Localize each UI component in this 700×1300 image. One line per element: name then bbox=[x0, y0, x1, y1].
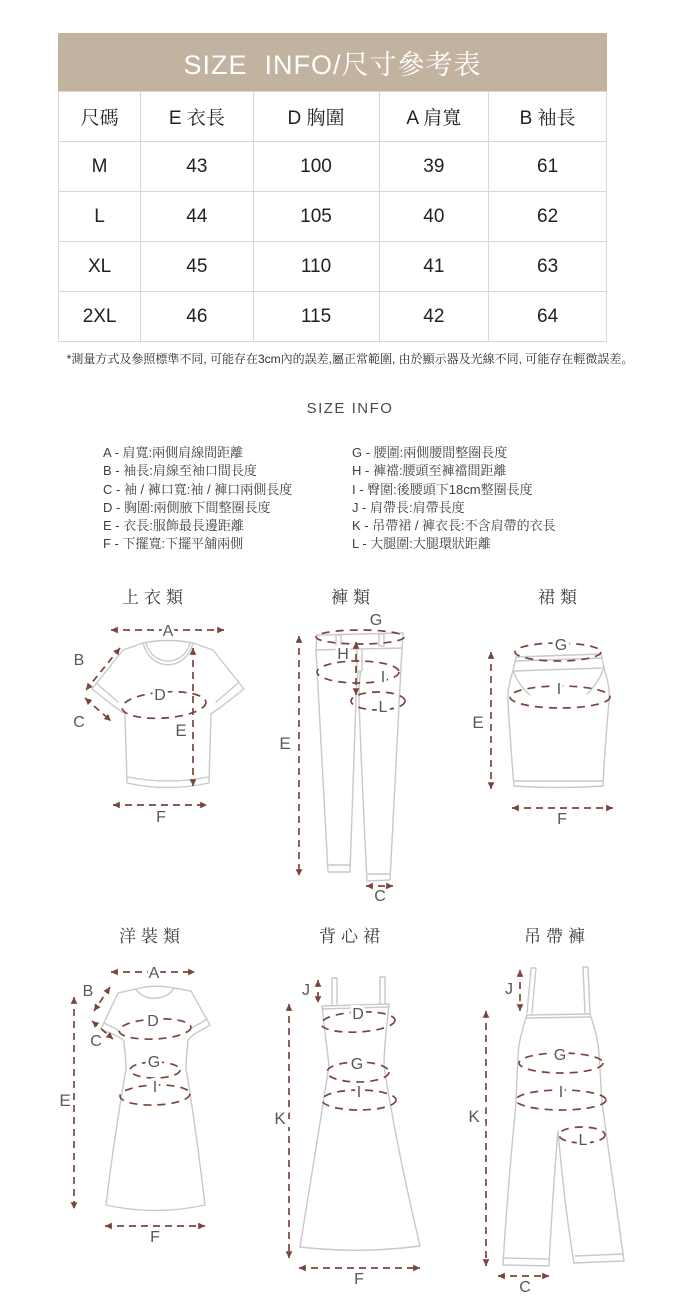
label-h: H bbox=[337, 646, 349, 663]
label-c: C bbox=[90, 1033, 102, 1050]
table-row bbox=[59, 242, 607, 292]
label-j: J bbox=[302, 982, 310, 999]
label-c: C bbox=[73, 714, 85, 731]
legend-item: E - 衣長:服飾最長邊距離 bbox=[103, 518, 244, 534]
legend-item: C - 袖 / 褲口寬:袖 / 褲口兩側長度 bbox=[103, 481, 293, 497]
pants-diagram bbox=[272, 608, 442, 908]
value-cell: 110 bbox=[253, 242, 379, 292]
label-e: E bbox=[59, 1091, 71, 1110]
label-l: L bbox=[578, 1132, 588, 1149]
label-g: G bbox=[147, 1054, 161, 1071]
value-cell: 41 bbox=[379, 242, 489, 292]
value-cell: 61 bbox=[489, 142, 607, 192]
label-f: F bbox=[150, 1229, 160, 1246]
table-row bbox=[59, 192, 607, 242]
diagram-title-overalls: 吊帶褲 bbox=[524, 927, 590, 946]
label-e: E bbox=[175, 721, 187, 740]
tshirt-outline bbox=[92, 641, 244, 788]
value-cell: 105 bbox=[253, 192, 379, 242]
label-d: D bbox=[352, 1006, 364, 1023]
vest-dress-measurements bbox=[274, 980, 420, 1288]
value-cell: 45 bbox=[141, 242, 253, 292]
label-j: J bbox=[505, 981, 513, 998]
legend-right-column bbox=[352, 444, 556, 554]
legend-item: A - 肩寬:兩側肩線間距離 bbox=[103, 445, 244, 460]
legend-item: F - 下擺寬:下擺平舖兩側 bbox=[103, 536, 244, 552]
label-g: G bbox=[554, 637, 568, 654]
size-table-header-row bbox=[59, 92, 607, 142]
label-i: I bbox=[556, 681, 562, 698]
page-title: SIZE INFO/尺寸參考表 bbox=[58, 33, 607, 91]
column-header-shoulder: A 肩寬 bbox=[379, 92, 489, 142]
label-i: I bbox=[356, 1084, 362, 1101]
label-g: G bbox=[553, 1047, 567, 1064]
dress-measurements bbox=[59, 965, 205, 1246]
value-cell: 62 bbox=[489, 192, 607, 242]
legend-item: D - 胸圍:兩側腋下間整圈長度 bbox=[103, 499, 271, 515]
column-header-bust: D 胸圍 bbox=[253, 92, 379, 142]
value-cell: 64 bbox=[489, 292, 607, 342]
column-header-sleeve: B 袖長 bbox=[489, 92, 607, 142]
column-header-size: 尺碼 bbox=[59, 92, 141, 142]
label-b: B bbox=[82, 983, 94, 1000]
label-g: G bbox=[350, 1056, 364, 1073]
pants-measurements bbox=[279, 612, 405, 905]
value-cell: 44 bbox=[141, 192, 253, 242]
skirt-outline bbox=[508, 654, 610, 788]
label-b: B bbox=[73, 652, 85, 669]
overalls-diagram bbox=[463, 953, 653, 1300]
value-cell: 63 bbox=[489, 242, 607, 292]
value-cell: 115 bbox=[253, 292, 379, 342]
label-k: K bbox=[274, 1109, 286, 1128]
legend-item: K - 吊帶裙 / 褲衣長:不含肩帶的衣長 bbox=[352, 518, 556, 534]
table-row bbox=[59, 292, 607, 342]
label-c: C bbox=[519, 1279, 531, 1296]
value-cell: 40 bbox=[379, 192, 489, 242]
value-cell: 42 bbox=[379, 292, 489, 342]
label-a: A bbox=[148, 965, 160, 982]
diagram-title-pants: 褲類 bbox=[331, 588, 375, 607]
overalls-outline bbox=[503, 967, 624, 1266]
label-f: F bbox=[557, 811, 567, 828]
size-table bbox=[58, 91, 607, 342]
label-f: F bbox=[156, 809, 166, 826]
dress-diagram bbox=[58, 953, 300, 1255]
label-g: G bbox=[369, 612, 383, 629]
size-cell: L bbox=[59, 192, 141, 242]
label-f: F bbox=[354, 1271, 364, 1288]
size-cell: 2XL bbox=[59, 292, 141, 342]
label-d: D bbox=[147, 1013, 159, 1030]
size-cell: M bbox=[59, 142, 141, 192]
guide-heading: SIZE INFO bbox=[306, 400, 394, 417]
label-k: K bbox=[468, 1107, 480, 1126]
measurement-disclaimer: *測量方式及參照標準不同, 可能存在3cm內的誤差,屬正常範圍, 由於顯示器及光線不同, 可能存在輕微誤差。 bbox=[66, 352, 634, 366]
skirt-measurements bbox=[472, 637, 613, 828]
diagram-title-dress: 洋裝類 bbox=[119, 927, 185, 946]
tshirt-measurements bbox=[73, 623, 224, 826]
skirt-diagram bbox=[465, 615, 643, 847]
label-e: E bbox=[279, 734, 291, 753]
legend-item: L - 大腿圍:大腿環狀距離 bbox=[352, 536, 491, 552]
pants-outline bbox=[316, 633, 403, 881]
legend-item: G - 腰圍:兩側腰間整圈長度 bbox=[352, 445, 508, 460]
legend-item: J - 肩帶長:肩帶長度 bbox=[352, 499, 465, 515]
value-cell: 43 bbox=[141, 142, 253, 192]
value-cell: 100 bbox=[253, 142, 379, 192]
label-i: I bbox=[558, 1084, 564, 1101]
legend-left-column bbox=[103, 444, 292, 554]
legend-item: B - 袖長:肩線至袖口間長度 bbox=[103, 463, 257, 479]
label-l: L bbox=[378, 699, 388, 716]
diagram-title-vest-dress: 背心裙 bbox=[319, 927, 385, 946]
label-c: C bbox=[374, 888, 386, 905]
value-cell: 39 bbox=[379, 142, 489, 192]
diagram-title-skirt: 裙類 bbox=[538, 588, 582, 607]
overalls-measurements bbox=[468, 970, 606, 1296]
label-a: A bbox=[162, 623, 174, 640]
label-i: I bbox=[152, 1079, 158, 1096]
table-row bbox=[59, 142, 607, 192]
label-d: D bbox=[154, 687, 166, 704]
column-header-length: E 衣長 bbox=[141, 92, 253, 142]
label-e: E bbox=[472, 713, 484, 732]
vest-dress-diagram bbox=[272, 955, 452, 1292]
value-cell: 46 bbox=[141, 292, 253, 342]
legend-item: H - 褲襠:腰頭至褲襠間距離 bbox=[352, 463, 507, 479]
label-i: I bbox=[380, 669, 386, 686]
diagram-title-tops: 上衣類 bbox=[122, 588, 188, 607]
size-cell: XL bbox=[59, 242, 141, 292]
tops-diagram bbox=[65, 615, 290, 850]
legend-item: I - 臀圍:後腰頭下18cm整圈長度 bbox=[352, 481, 533, 497]
